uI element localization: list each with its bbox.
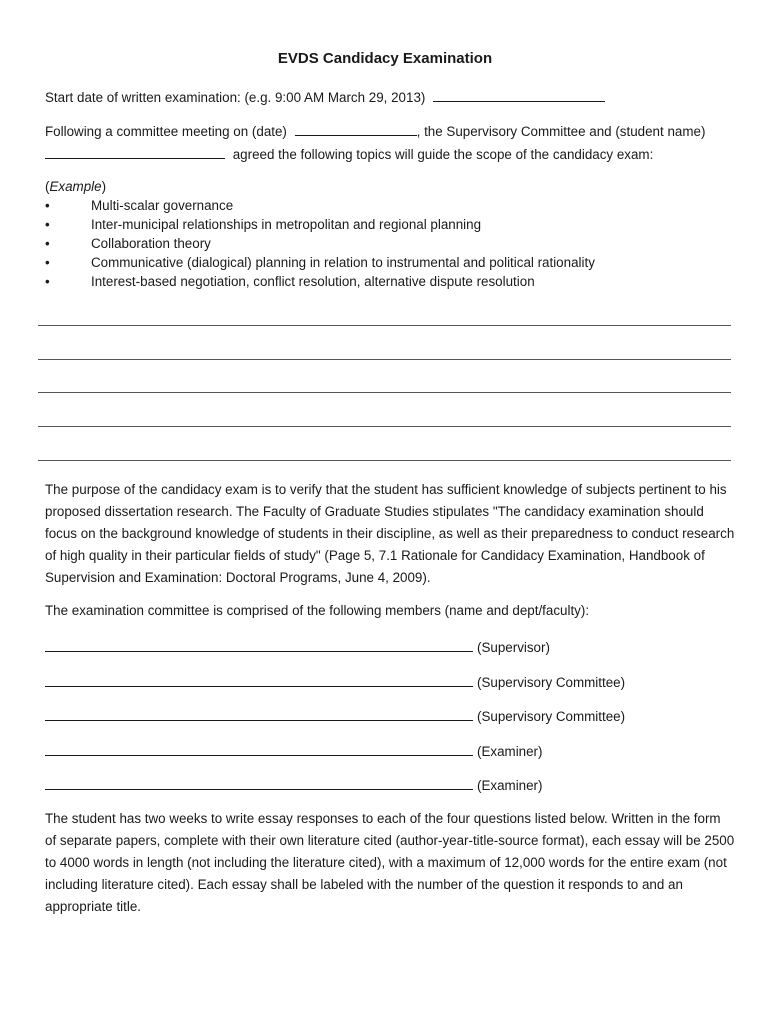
committee-intro: The examination committee is comprised of the following members (name and dept/faculty): [45,603,590,618]
topic-text: Multi-scalar governance [91,198,234,213]
topic-text: Communicative (dialogical) planning in relation to instrumental and political rationality [91,255,595,270]
member-name-field[interactable] [45,638,473,652]
example-heading: (Example) [45,179,107,194]
member-row [45,673,625,690]
bullet-icon: • [45,255,50,270]
topic-text: Inter-municipal relationships in metropolitan and regional planning [91,217,482,232]
member-row [45,638,550,655]
member-name-field[interactable] [45,742,473,756]
committee-meeting-label-end: , the Supervisory Committee and (student name) [416,124,706,139]
writing-line[interactable] [38,460,731,461]
writing-line[interactable] [38,392,731,393]
topic-text: Collaboration theory [91,236,211,251]
bullet-icon: • [45,198,50,213]
member-role: (Supervisor) [477,640,550,655]
member-role: (Examiner) [477,778,543,793]
committee-meeting-line [45,122,705,139]
meeting-date-field[interactable] [295,122,417,136]
student-name-line [45,145,653,162]
member-role: (Examiner) [477,744,543,759]
member-name-field[interactable] [45,776,473,790]
committee-meeting-label: Following a committee meeting on (date) [45,124,287,139]
agreed-text: agreed the following topics will guide the scope of the candidacy exam: [232,147,654,162]
start-date-field[interactable] [433,88,605,102]
member-role: (Supervisory Committee) [477,709,626,724]
document-title: EVDS Candidacy Examination [277,50,493,67]
topic-text: Interest-based negotiation, conflict resolution, alternative dispute resolution [91,274,535,289]
bullet-icon: • [45,236,50,251]
student-name-field[interactable] [45,145,225,159]
example-label: Example [49,179,102,194]
start-date-line [45,88,605,105]
member-row [45,742,542,759]
essay-paragraph: The student has two weeks to write essay responses to each of the four questions listed below. Written in the form of separate papers, complete with their own literature cited (author-year-title-source format), each essay will be 2500 to 4000 words in length (not including the literature cited), with a maximum of 12,000 words for the entire exam (not including literature cited). Each essay shall be labeled with the number of the question it responds to and an appropriate title. [45,811,735,914]
member-name-field[interactable] [45,707,473,721]
writing-line[interactable] [38,359,731,360]
member-row [45,707,625,724]
member-row [45,776,542,793]
member-role: (Supervisory Committee) [477,675,626,690]
writing-line[interactable] [38,325,731,326]
member-name-field[interactable] [45,673,473,687]
start-date-label: Start date of written examination: (e.g. 9:00 AM March 29, 2013) [45,90,426,105]
bullet-icon: • [45,274,50,289]
writing-line[interactable] [38,426,731,427]
purpose-paragraph: The purpose of the candidacy exam is to verify that the student has sufficient knowledge of subjects pertinent to his proposed dissertation research. The Faculty of Graduate Studies stipulates "The candidacy examination should focus on the background knowledge of students in their discipline, as well as their preparedness to conduct research of high quality in their particular fields of study" (Page 5, 7.1 Rationale for Candidacy Examination, Handbook of Supervision and Examination: Doctoral Programs, June 4, 2009). [45,482,735,585]
bullet-icon: • [45,217,50,232]
